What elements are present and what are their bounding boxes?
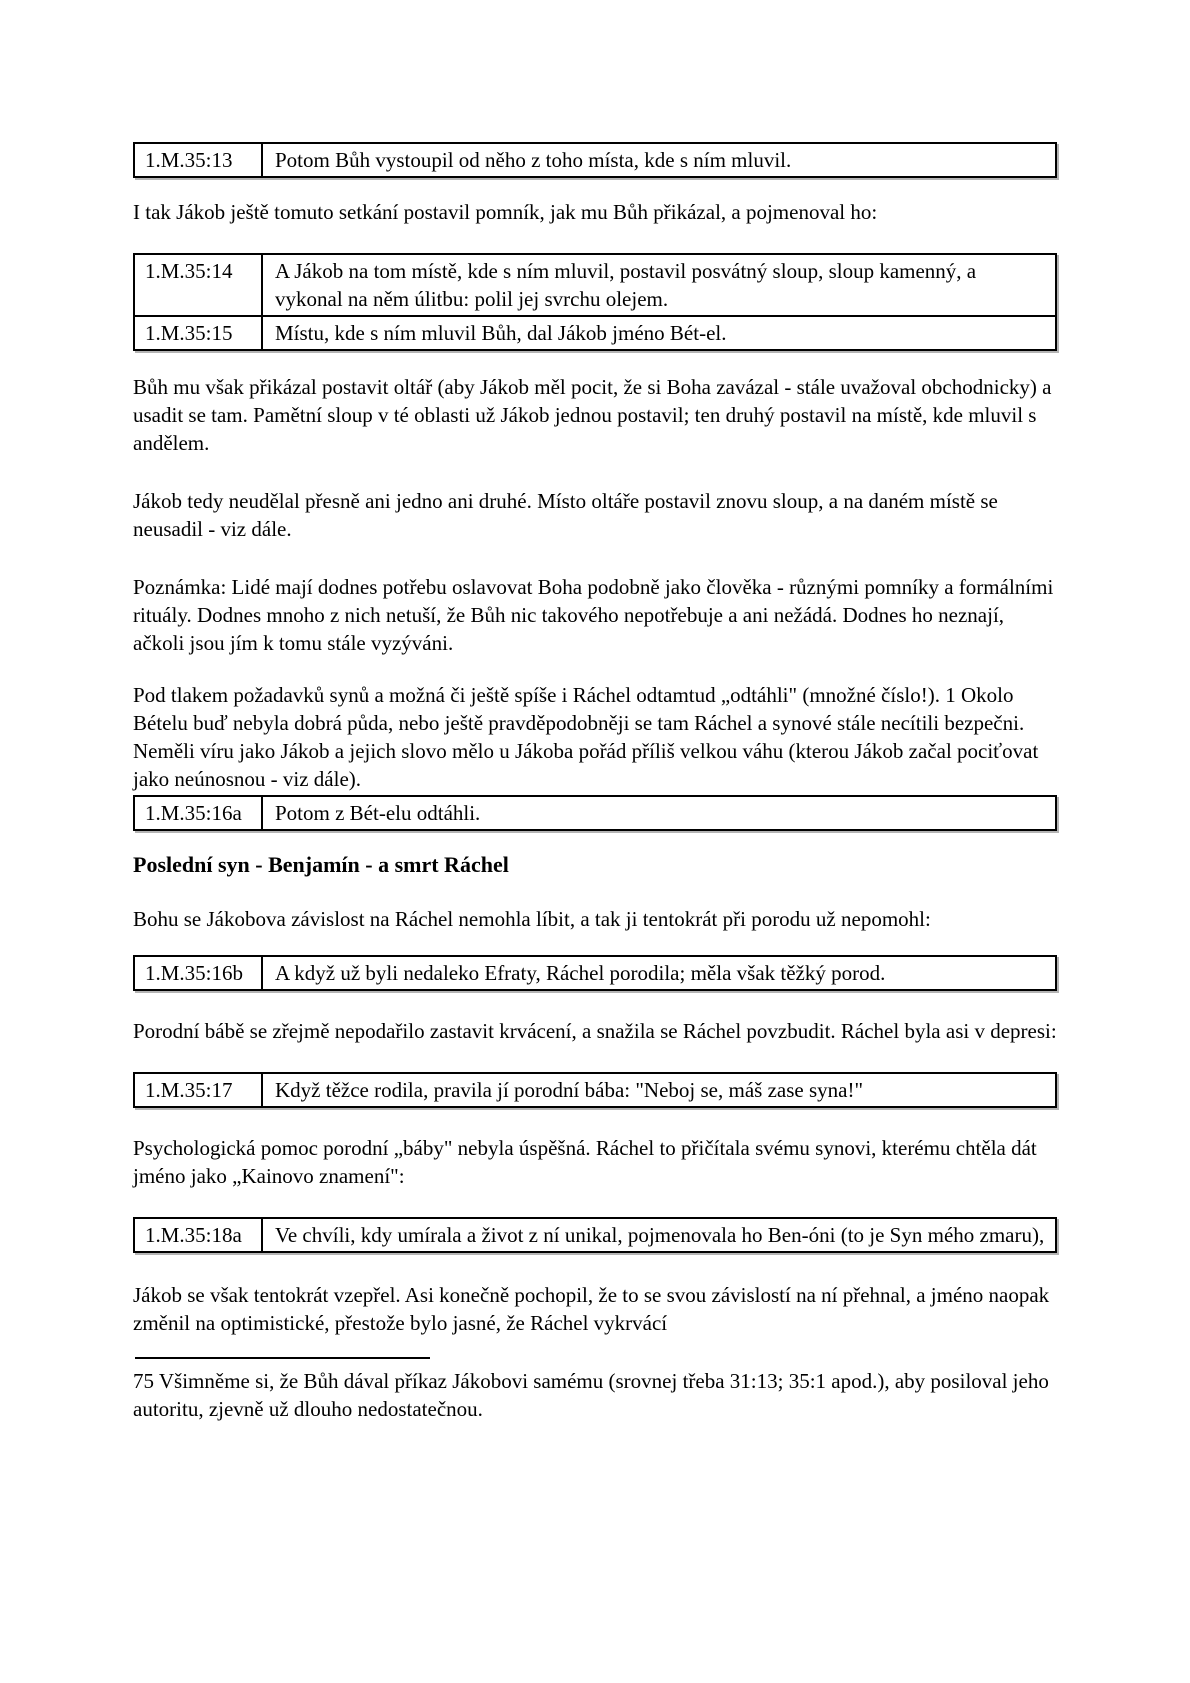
verse-row (134, 796, 1056, 830)
verse-text: Když těžce rodila, pravila jí porodní bába: "Neboj se, máš zase syna!" (262, 1073, 1056, 1107)
paragraph-god-displeased: Bohu se Jákobova závislost na Ráchel nemohla líbit, a tak ji tentokrát při porodu už nepomohl: (133, 907, 931, 931)
verse-ref: 1.M.35:18a (134, 1218, 262, 1252)
verse-ref: 1.M.35:17 (134, 1073, 262, 1107)
paragraph-midwife-bleeding: Porodní bábě se zřejmě nepodařilo zastavit krvácení, a snažila se Ráchel povzbudit. Ráchel byla asi v depresi: (133, 1019, 1057, 1043)
verse-table-1m35-13 (133, 142, 1057, 178)
verse-ref: 1.M.35:15 (134, 316, 262, 350)
verse-row (134, 143, 1056, 177)
paragraph-pressure-of-sons: Pod tlakem požadavků synů a možná či ještě spíše i Ráchel odtamtud „odtáhli" (množné číslo!). 1 Okolo Bételu buď nebyla dobrá půda, nebo ještě pravděpodobněji se tam Ráchel a synové stále necítili bezpečni. Neměli víru jako Jákob a jejich slovo mělo u Jákoba pořád příliš velkou váhu (kterou Jákob začal pociťovat jako neúnosnou - viz dále). (133, 683, 1039, 791)
verse-text: A Jákob na tom místě, kde s ním mluvil, postavil posvátný sloup, sloup kamenný, a vykonal na něm úlitbu: polil jej svrchu olejem. (262, 254, 1056, 316)
paragraph-note-celebration: Poznámka: Lidé mají dodnes potřebu oslavovat Boha podobně jako člověka - různými pomníky a formálními rituály. Dodnes mnoho z nich netuší, že Bůh nic takového nepotřebuje a ani nežádá. Dodnes ho neznají, ačkoli jsou jím k tomu stále vyzýváni. (133, 575, 1054, 655)
verse-table-1m35-17 (133, 1072, 1057, 1108)
verse-text: Potom z Bét-elu odtáhli. (262, 796, 1056, 830)
verse-table-1m35-16a (133, 795, 1057, 831)
paragraph-god-command-altar: Bůh mu však přikázal postavit oltář (aby Jákob měl pocit, že si Boha zavázal - stále uvažoval obchodnicky) a usadit se tam. Pamětní sloup v té oblasti už Jákob jednou postavil; ten druhý postavil na místě, kde mluvil s andělem. (133, 375, 1052, 455)
footnote-area (133, 1357, 1057, 1423)
verse-row (134, 1073, 1056, 1107)
verse-text: Ve chvíli, kdy umírala a život z ní unikal, pojmenovala ho Ben-óni (to je Syn mého zmaru), (262, 1218, 1056, 1252)
verse-table-1m35-16b (133, 955, 1057, 991)
verse-table-1m35-14-15 (133, 253, 1057, 351)
verse-ref: 1.M.35:14 (134, 254, 262, 316)
verse-row (134, 254, 1056, 316)
verse-row (134, 316, 1056, 350)
verse-row (134, 1218, 1056, 1252)
verse-ref: 1.M.35:16b (134, 956, 262, 990)
verse-text: Potom Bůh vystoupil od něho z toho místa, kde s ním mluvil. (262, 143, 1056, 177)
verse-text: A když už byli nedaleko Efraty, Ráchel porodila; měla však těžký porod. (262, 956, 1056, 990)
verse-ref: 1.M.35:13 (134, 143, 262, 177)
footnote-text: 75 Všimněme si, že Bůh dával příkaz Jákobovi samému (srovnej třeba 31:13; 35:1 apod.), aby posiloval jeho autoritu, zjevně už dlouho nedostatečnou. (133, 1369, 1049, 1421)
paragraph-psychological-help: Psychologická pomoc porodní „báby" nebyla úspěšná. Ráchel to přičítala svému synovi, kterému chtěla dát jméno jako „Kainovo znamení": (133, 1136, 1037, 1188)
paragraph-jakob-neither: Jákob tedy neudělal přesně ani jedno ani druhé. Místo oltáře postavil znovu sloup, a na daném místě se neusadil - viz dále. (133, 489, 998, 541)
verse-ref: 1.M.35:16a (134, 796, 262, 830)
footnote-separator-rule (135, 1357, 430, 1359)
verse-table-1m35-18a (133, 1217, 1057, 1253)
paragraph-jakob-resisted: Jákob se však tentokrát vzepřel. Asi konečně pochopil, že to se svou závislostí na ní přehnal, a jméno naopak změnil na optimistické, přestože bylo jasné, že Ráchel vykrvácí (133, 1283, 1050, 1335)
section-heading-last-son: Poslední syn - Benjamín - a smrt Ráchel (133, 852, 509, 877)
verse-text: Místu, kde s ním mluvil Bůh, dal Jákob jméno Bét-el. (262, 316, 1056, 350)
verse-row (134, 956, 1056, 990)
paragraph-intro-monument: I tak Jákob ještě tomuto setkání postavil pomník, jak mu Bůh přikázal, a pojmenoval ho: (133, 200, 878, 224)
